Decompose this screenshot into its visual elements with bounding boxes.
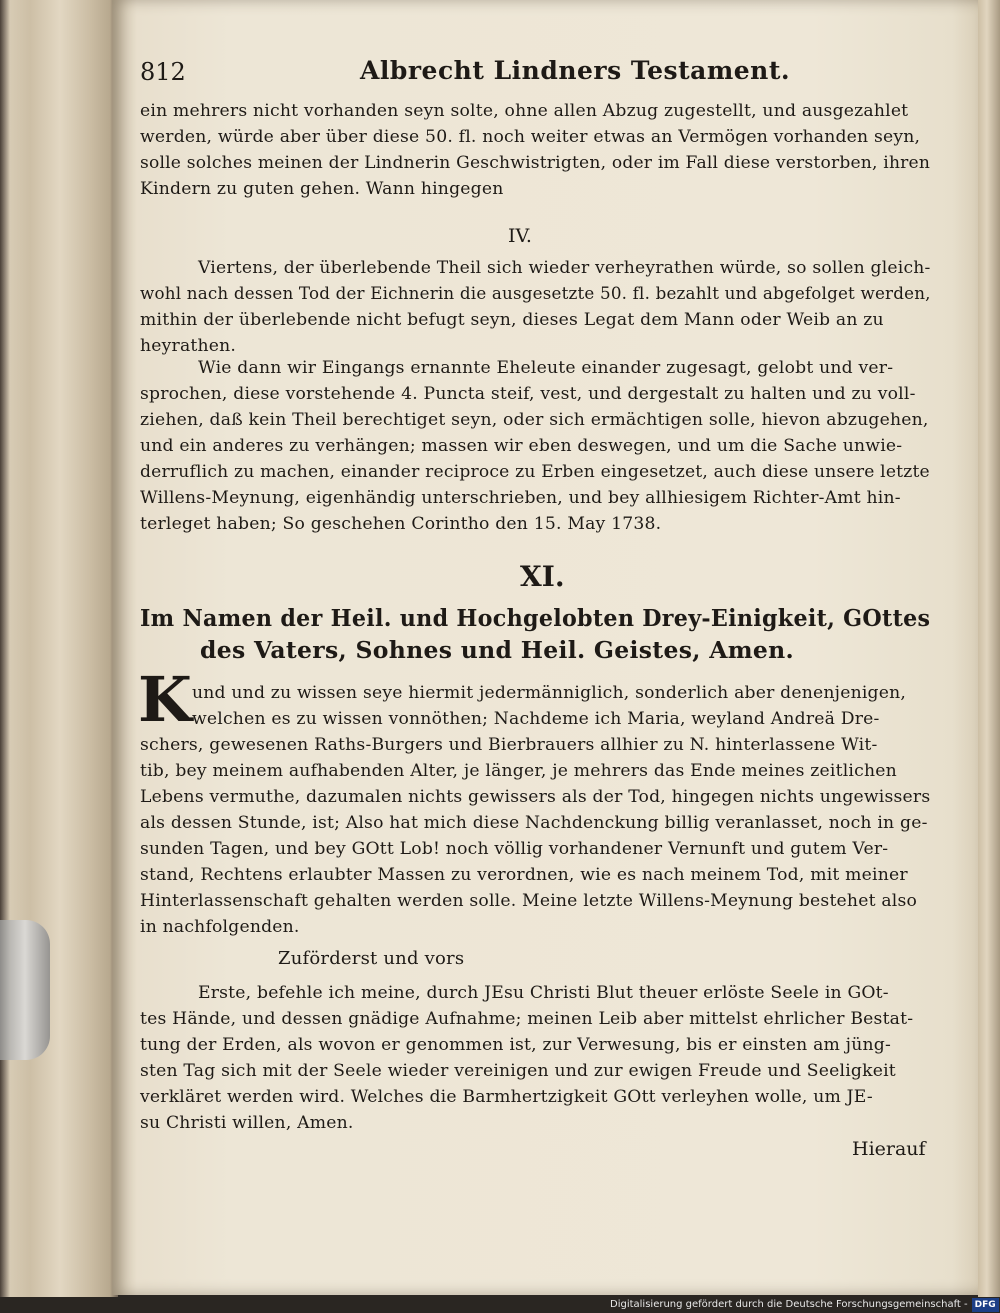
text-line: schers, gewesenen Raths-Burgers und Bierbrauers allhier zu N. hinterlassene Wit- xyxy=(140,735,878,755)
text-line: ziehen, daß kein Theil berechtiget seyn, oder sich ermächtigen solle, hievon abzugehen, xyxy=(140,410,929,430)
text-line: ein mehrers nicht vorhanden seyn solte, ohne allen Abzug zugestellt, und ausgezahlet xyxy=(140,101,909,121)
book-page-edges xyxy=(0,0,118,1313)
text-line: terleget haben; So geschehen Corintho den 15. May 1738. xyxy=(140,514,662,534)
invocation-heading-line: Im Namen der Heil. und Hochgelobten Drey-Einigkeit, GOttes xyxy=(140,604,931,632)
page-number: 812 xyxy=(140,58,186,86)
text-line: Kindern zu guten gehen. Wann hingegen xyxy=(140,179,504,199)
text-line: su Christi willen, Amen. xyxy=(140,1113,354,1133)
text-line: mithin der überlebende nicht befugt seyn, dieses Legat dem Mann oder Weib an zu xyxy=(140,310,884,330)
drop-capital: K xyxy=(138,663,192,736)
text-line: in nachfolgenden. xyxy=(140,917,300,937)
text-line: Wie dann wir Eingangs ernannte Eheleute einander zugesagt, gelobt und ver- xyxy=(198,358,894,378)
text-line: tes Hände, und dessen gnädige Aufnahme; meinen Leib aber mittelst ehrlicher Bestat- xyxy=(140,1009,914,1029)
text-line: welchen es zu wissen vonnöthen; Nachdeme ich Maria, weyland Andreä Dre- xyxy=(192,709,880,729)
text-line: und ein anderes zu verhängen; massen wir eben deswegen, und um die Sache unwie- xyxy=(140,436,903,456)
invocation-heading-line: des Vaters, Sohnes und Heil. Geistes, Amen. xyxy=(200,636,795,664)
dfg-logo: DFG xyxy=(972,1298,999,1312)
text-line: und und zu wissen seye hiermit jedermänniglich, sonderlich aber denenjenigen, xyxy=(192,683,907,703)
credit-text: Digitalisierung gefördert durch die Deutsche Forschungsgemeinschaft - xyxy=(610,1299,968,1310)
binding-clip xyxy=(0,920,50,1060)
text-line: derruflich zu machen, einander reciproce zu Erben eingesetzet, auch diese unsere letzte xyxy=(140,462,930,482)
text-line: wohl nach dessen Tod der Eichnerin die ausgesetzte 50. fl. bezahlt und abgefolget werden, xyxy=(140,284,931,304)
section-heading-number: XI. xyxy=(520,560,565,593)
text-line: tung der Erden, als wovon er genommen ist, zur Verwesung, bis er einsten am jüng- xyxy=(140,1035,891,1055)
text-line: verkläret werden wird. Welches die Barmhertzigkeit GOtt verleyhen wolle, um JE- xyxy=(140,1087,873,1107)
section-numeral: IV. xyxy=(508,225,532,247)
text-line: sten Tag sich mit der Seele wieder vereinigen und zur ewigen Freude und Seeligkeit xyxy=(140,1061,896,1081)
text-line: Erste, befehle ich meine, durch JEsu Christi Blut theuer erlöste Seele in GOt- xyxy=(198,983,889,1003)
text-line: heyrathen. xyxy=(140,336,237,356)
text-line: sunden Tagen, und bey GOtt Lob! noch völlig vorhandener Vernunft und gutem Ver- xyxy=(140,839,889,859)
text-line: werden, würde aber über diese 50. fl. noch weiter etwas an Vermögen vorhanden seyn, xyxy=(140,127,921,147)
text-line: Lebens vermuthe, dazumalen nichts gewissers als der Tod, hingegen nichts ungewissers xyxy=(140,787,931,807)
text-line: Viertens, der überlebende Theil sich wieder verheyrathen würde, so sollen gleich- xyxy=(198,258,931,278)
text-line: als dessen Stunde, ist; Also hat mich diese Nachdenckung billig veranlasset, noch in ge- xyxy=(140,813,928,833)
right-page-edge xyxy=(978,0,1000,1313)
catchword: Hierauf xyxy=(852,1138,926,1160)
text-line: tib, bey meinem aufhabenden Alter, je länger, je mehrers das Ende meines zeitlichen xyxy=(140,761,897,781)
text-line: solle solches meinen der Lindnerin Geschwistrigten, oder im Fall diese verstorben, ihren xyxy=(140,153,931,173)
text-line: stand, Rechtens erlaubter Massen zu verordnen, wie es nach meinem Tod, mit meiner xyxy=(140,865,908,885)
text-line: Hinterlassenschaft gehalten werden solle. Meine letzte Willens-Meynung bestehet also xyxy=(140,891,918,911)
text-line: Willens-Meynung, eigenhändig unterschrieben, und bey allhiesigem Richter-Amt hin- xyxy=(140,488,901,508)
digitization-credit xyxy=(610,1298,999,1312)
running-title: Albrecht Lindners Testament. xyxy=(360,56,791,85)
text-line: sprochen, diese vorstehende 4. Puncta steif, vest, und dergestalt zu halten und zu voll- xyxy=(140,384,916,404)
subheading: Zuförderst und vors xyxy=(278,948,465,969)
